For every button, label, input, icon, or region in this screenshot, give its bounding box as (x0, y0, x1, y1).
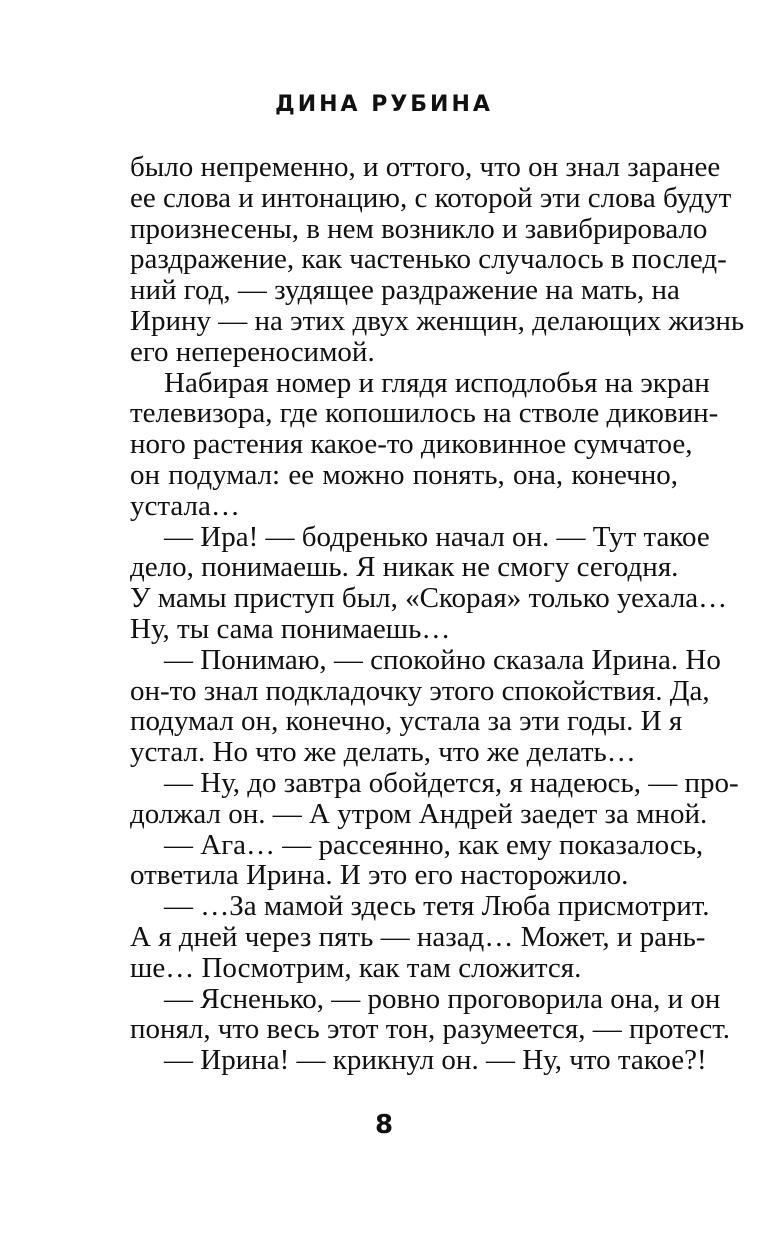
text-line: было непременно, и оттого, что он знал заранее (130, 151, 721, 183)
text-line: А я дней через пять — назад… Может, и рань- (130, 920, 706, 953)
text-line: Набирая номер и глядя исподлобья на экран (164, 366, 710, 399)
text-line: подумал он, конечно, устала за эти годы. И я (130, 705, 683, 738)
text-line: раздражение, как частенько случалось в послед- (130, 243, 727, 276)
text-line: произнесены, в нем возникло и завибрировало (130, 212, 708, 245)
page-number: 8 (374, 1110, 394, 1140)
text-line: Ну, ты сама понимаешь… (130, 612, 451, 645)
body-text (130, 151, 745, 1077)
text-line: У мамы приступ был, «Скорая» только уехала… (130, 582, 728, 615)
text-line: ний год, — зудящее раздражение на мать, на (130, 274, 680, 307)
text-line: должал он. — А утром Андрей заедет за мной. (130, 797, 708, 830)
text-line: устал. Но что же делать, что же делать… (130, 736, 636, 769)
text-line: ответила Ирина. И это его насторожило. (130, 859, 629, 892)
text-line: он подумал: ее можно понять, она, конечно, (130, 458, 678, 491)
text-line: понял, что весь этот тон, разумеется, — протест. (130, 1013, 730, 1046)
text-line: — Ага… — рассеянно, как ему показалось, (164, 828, 704, 861)
text-line: — Ясненько, — ровно проговорила она, и он (164, 982, 721, 1015)
running-head: ДИНА РУБИНА (275, 92, 493, 117)
text-line: дело, понимаешь. Я никак не смогу сегодня. (130, 551, 679, 584)
text-line: телевизора, где копошилось на стволе диковин- (130, 397, 719, 430)
text-line: Ирину — на этих двух женщин, делающих жизнь (130, 304, 745, 337)
text-line: устала… (130, 489, 240, 522)
text-line: его непереносимой. (130, 335, 375, 368)
text-line: ного растения какое-то диковинное сумчатое, (130, 428, 693, 461)
text-line: — Ну, до завтра обойдется, я надеюсь, — про- (164, 766, 739, 799)
text-line: — Ирина! — крикнул он. — Ну, что такое?! (164, 1044, 707, 1077)
text-line: ее слова и интонацию, с которой эти слова будут (130, 181, 732, 214)
text-line: — Ира! — бодренько начал он. — Тут такое (164, 520, 710, 553)
text-line: — …За мамой здесь тетя Люба присмотрит. (164, 890, 710, 923)
text-line: ше… Посмотрим, как там сложится. (130, 951, 582, 984)
text-line: — Понимаю, — спокойно сказала Ирина. Но (164, 643, 721, 676)
text-line: он-то знал подкладочку этого спокойствия. Да, (130, 674, 710, 707)
